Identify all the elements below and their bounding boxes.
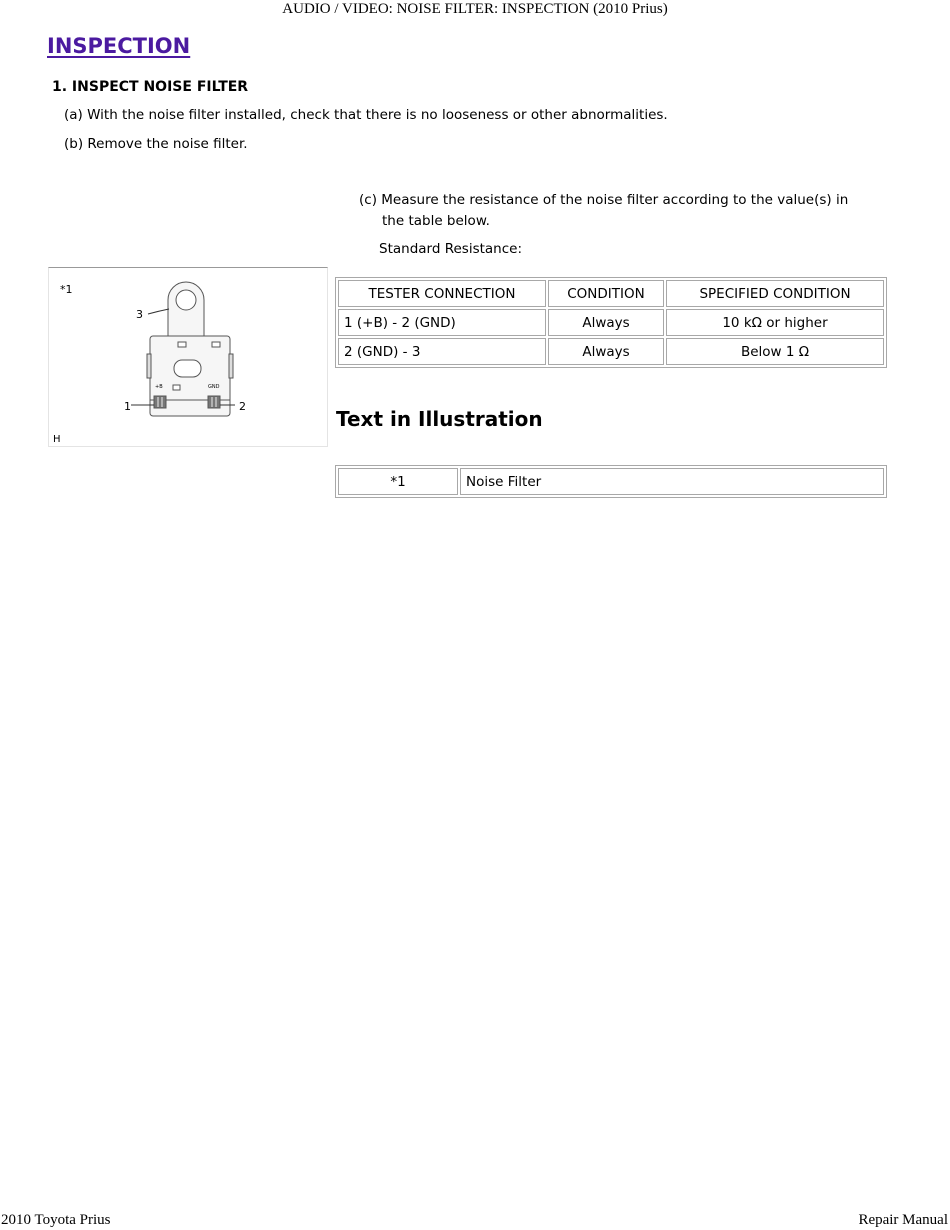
noise-filter-figure [48,267,328,447]
resistance-table [335,277,887,368]
table-row [338,309,884,336]
table-cell: Always [548,338,664,365]
table-row [338,468,884,495]
step-c-text-line2: the table below. [382,213,490,229]
step-c-text-line1: (c) Measure the resistance of the noise filter according to the value(s) in [359,192,849,208]
footer-right: Repair Manual [858,1212,948,1228]
table-cell: Always [548,309,664,336]
noise-filter-illustration [49,268,327,446]
table-cell: *1 [338,468,458,495]
figure-code-label: H [53,434,61,445]
illustration-heading: Text in Illustration [336,407,543,431]
callout-1-label: 1 [124,400,131,413]
callout-3-label: 3 [136,308,143,321]
step-a-text: (a) With the noise filter installed, check that there is no looseness or other abnormalities. [64,107,668,123]
header-cell: TESTER CONNECTION [338,280,546,307]
step-heading: 1. INSPECT NOISE FILTER [52,79,249,95]
page-title: INSPECTION [47,34,191,58]
header-cell: CONDITION [548,280,664,307]
callout-2-label: 2 [239,400,246,413]
figure-ref-label: *1 [60,283,73,296]
table-cell: 1 (+B) - 2 (GND) [338,309,546,336]
pin-plus-b-label: +B [155,384,163,390]
step-b-text: (b) Remove the noise filter. [64,136,248,152]
pin-gnd-label: GND [208,384,220,390]
table-header-row [338,280,884,307]
illustration-text-table [335,465,887,498]
noise-filter-drawing [147,282,233,416]
header-cell: SPECIFIED CONDITION [666,280,884,307]
page-header: AUDIO / VIDEO: NOISE FILTER: INSPECTION (2010 Prius) [282,1,668,17]
table-cell: Below 1 Ω [666,338,884,365]
table-cell: 10 kΩ or higher [666,309,884,336]
standard-resistance-label: Standard Resistance: [379,241,523,257]
table-row [338,338,884,365]
table-cell: 2 (GND) - 3 [338,338,546,365]
table-cell: Noise Filter [460,468,884,495]
footer-left: 2010 Toyota Prius [1,1212,111,1228]
